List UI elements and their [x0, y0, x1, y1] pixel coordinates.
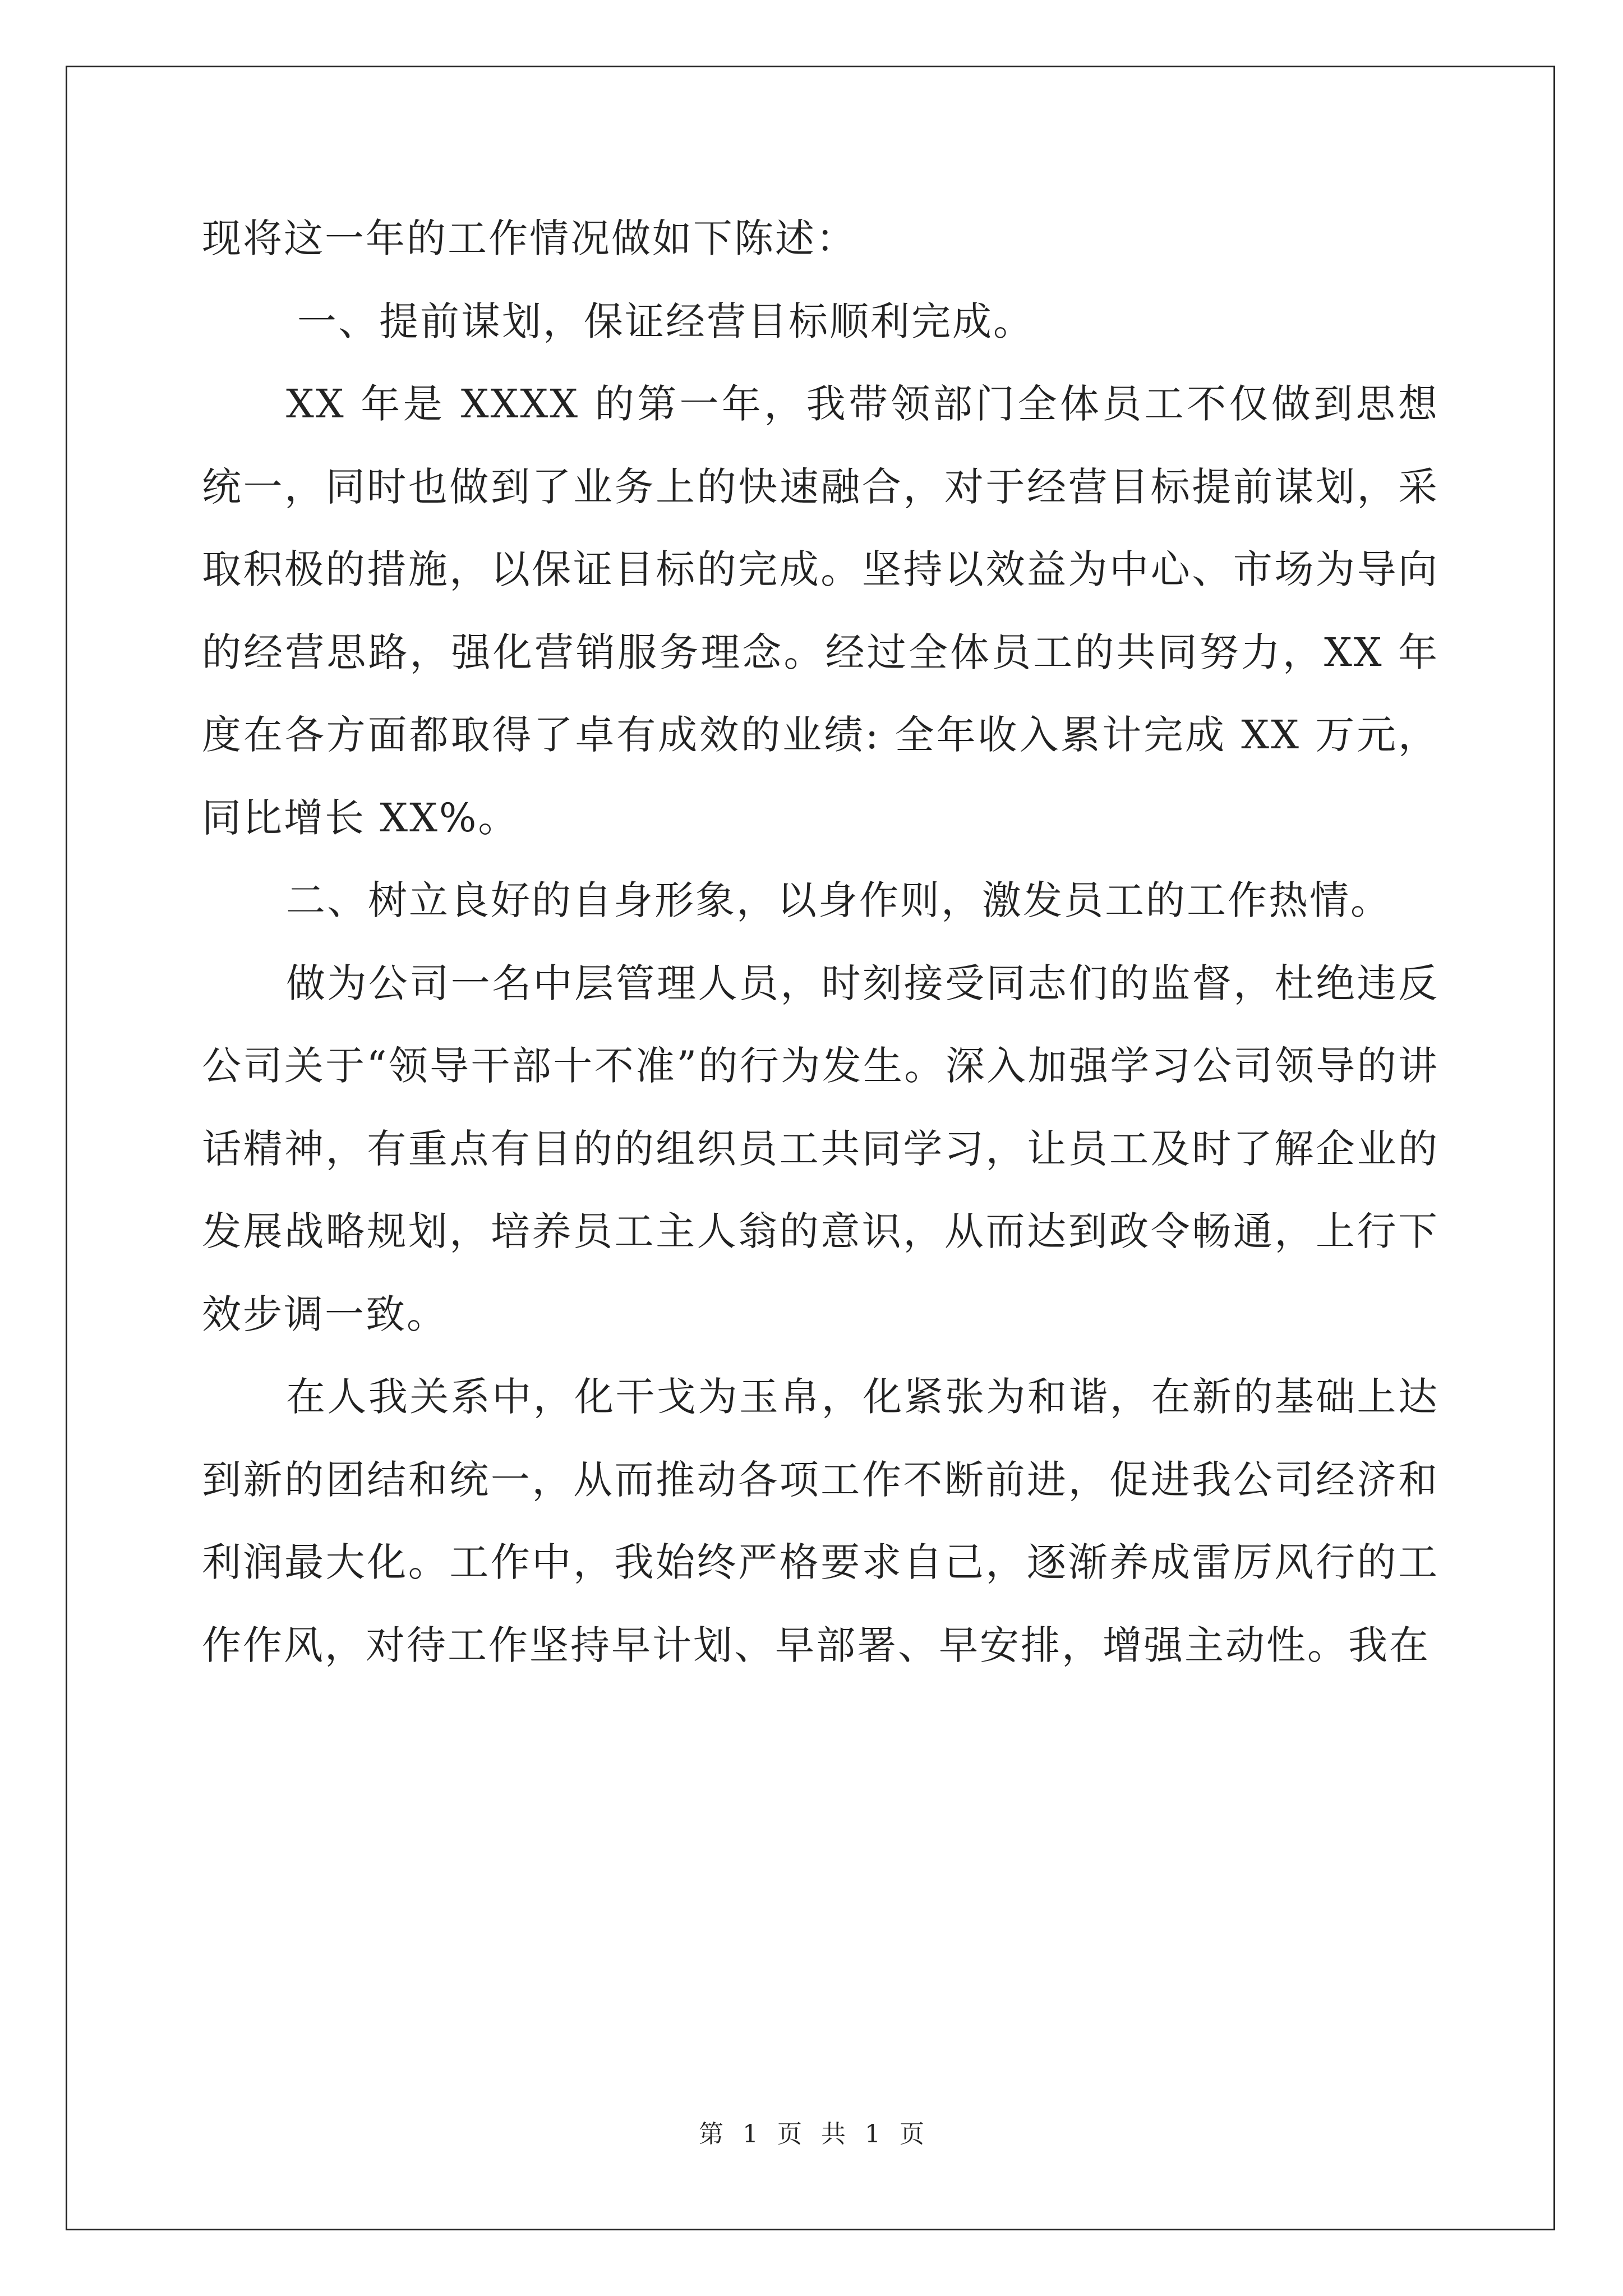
section-heading-2: 二、树立良好的自身形象，以身作则，激发员工的工作热情。	[286, 877, 1391, 923]
paragraph-section-1: XX 年是 XXXX 的第一年，我带领部门全体员工不仅做到思想统一，同时也做到了业务上的快速融合，对于经营目标提前谋划，采取积极的措施，以保证目标的完成。坚持以效益为中心、市场为导向的经营思路，强化营销服务理念。经过全体员工的共同努力，XX 年度在各方面都取得了卓有成效的业绩: 全年收入累计完成 XX 万元，同比增长 XX%。	[202, 381, 1439, 841]
section-heading-1: 一、提前谋划，保证经营目标顺利完成。	[297, 298, 1034, 344]
document-body	[202, 197, 1439, 1687]
paragraph-section-2b: 在人我关系中，化干戈为玉帛，化紧张为和谐，在新的基础上达到新的团结和统一，从而推动各项工作不断前进，促进我公司经济和利润最大化。工作中，我始终严格要求自己，逐渐养成雷厉风行的工作作风，对待工作坚持早计划、早部署、早安排，增强主动性。我在	[202, 1374, 1439, 1668]
page-footer: 第 1 页 共 1 页	[699, 2120, 924, 2148]
paragraph-intro: 现将这一年的工作情况做如下陈述：	[202, 215, 857, 261]
paragraph-section-2a: 做为公司一名中层管理人员，时刻接受同志们的监督，杜绝违反公司关于“领导干部十不准”的行为发生。深入加强学习公司领导的讲话精神，有重点有目的的组织员工共同学习，让员工及时了解企业的发展战略规划，培养员工主人翁的意识，从而达到政令畅通，上行下效步调一致。	[202, 960, 1439, 1337]
